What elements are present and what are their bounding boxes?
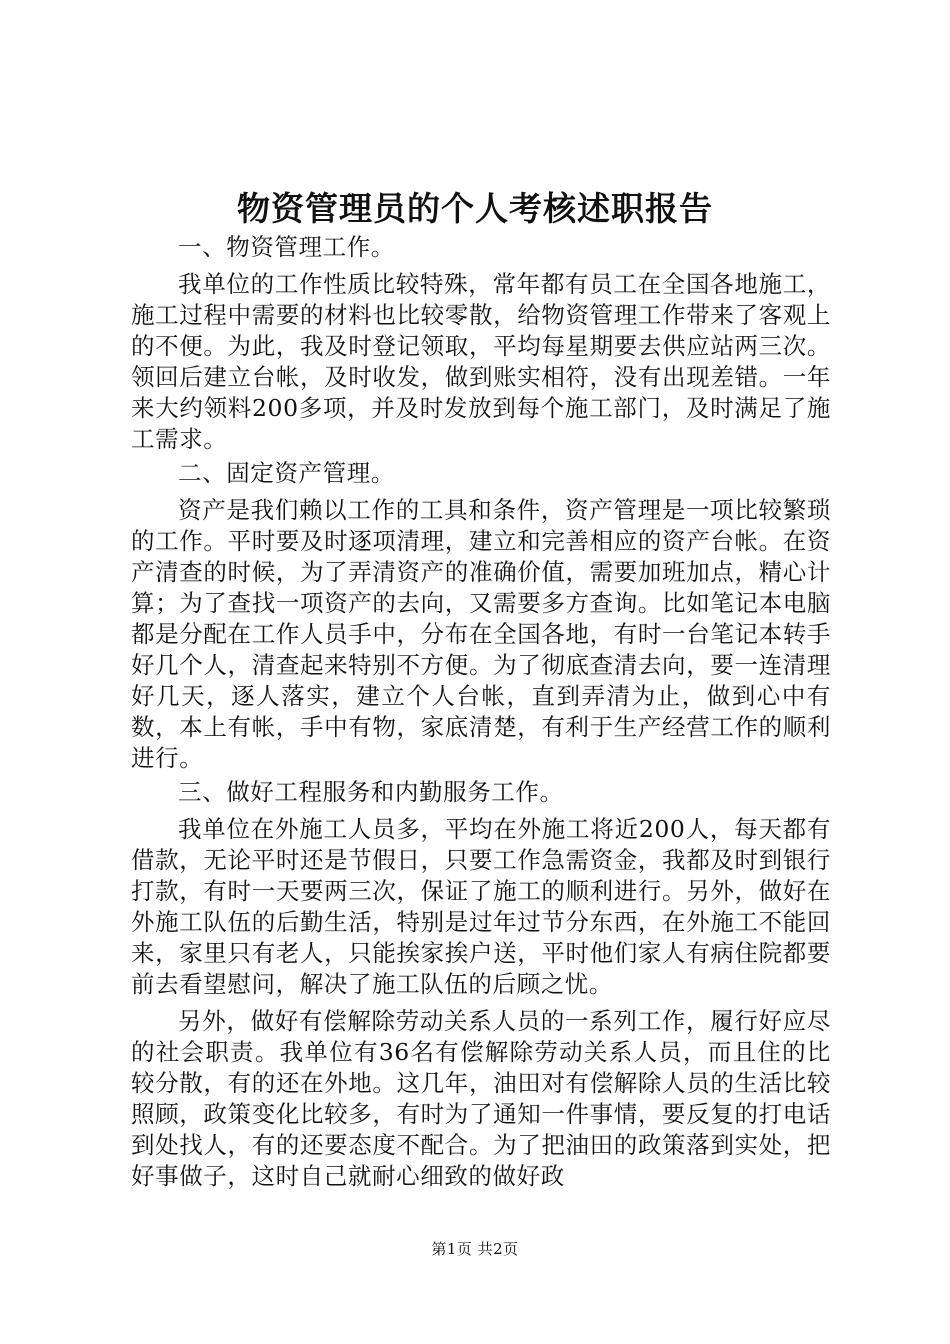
page-number-footer: 第1页 共2页 (431, 1240, 519, 1258)
section-heading-1: 一、物资管理工作。 (178, 233, 395, 261)
section-heading-2: 二、固定资产管理。 (178, 459, 395, 487)
document-title: 物资管理员的个人考核述职报告 (237, 189, 713, 228)
paragraph-2: 资产是我们赖以工作的工具和条件，资产管理是一项比较繁琐的工作。平时要及时逐项清理，建立和完善相应的资产台帐。在资产清查的时候，为了弄清资产的准确价值，需要加班加点，精心计算；为了查找一项资产的去向，又需要多方查询。比如笔记本电脑都是分配在工作人员手中，分布在全国各地，有时一台笔记本转手好几个人，清查起来特别不方便。为了彻底查清去向，要一连清理好几天，逐人落实，建立个人台帐，直到弄清为止，做到心中有数，本上有帐，手中有物，家底清楚，有利于生产经营工作的顺利进行。 (131, 496, 831, 772)
paragraph-4: 另外，做好有偿解除劳动关系人员的一系列工作，履行好应尽的社会职责。我单位有36名有偿解除劳动关系人员，而且住的比较分散，有的还在外地。这几年，油田对有偿解除人员的生活比较照顾，政策变化比较多，有时为了通知一件事情，要反复的打电话到处找人，有的还要态度不配合。为了把油田的政策落到实处，把好事做子，这时自己就耐心细致的做好政 (131, 1007, 831, 1190)
document-body (131, 232, 831, 1192)
section-heading-3: 三、做好工程服务和内勤服务工作。 (178, 778, 564, 806)
paragraph-3: 我单位在外施工人员多，平均在外施工将近200人，每天都有借款，无论平时还是节假日，只要工作急需资金，我都及时到银行打款，有时一天要两三次，保证了施工的顺利进行。另外，做好在外施工队伍的后勤生活，特别是过年过节分东西，在外施工不能回来，家里只有老人，只能挨家挨户送，平时他们家人有病住院都要前去看望慰问，解决了施工队伍的后顾之忧。 (131, 815, 831, 998)
paragraph-1: 我单位的工作性质比较特殊，常年都有员工在全国各地施工，施工过程中需要的材料也比较零散，给物资管理工作带来了客观上的不便。为此，我及时登记领取，平均每星期要去供应站两三次。领回后建立台帐，及时收发，做到账实相符，没有出现差错。一年来大约领料200多项，并及时发放到每个施工部门，及时满足了施工需求。 (131, 270, 831, 453)
